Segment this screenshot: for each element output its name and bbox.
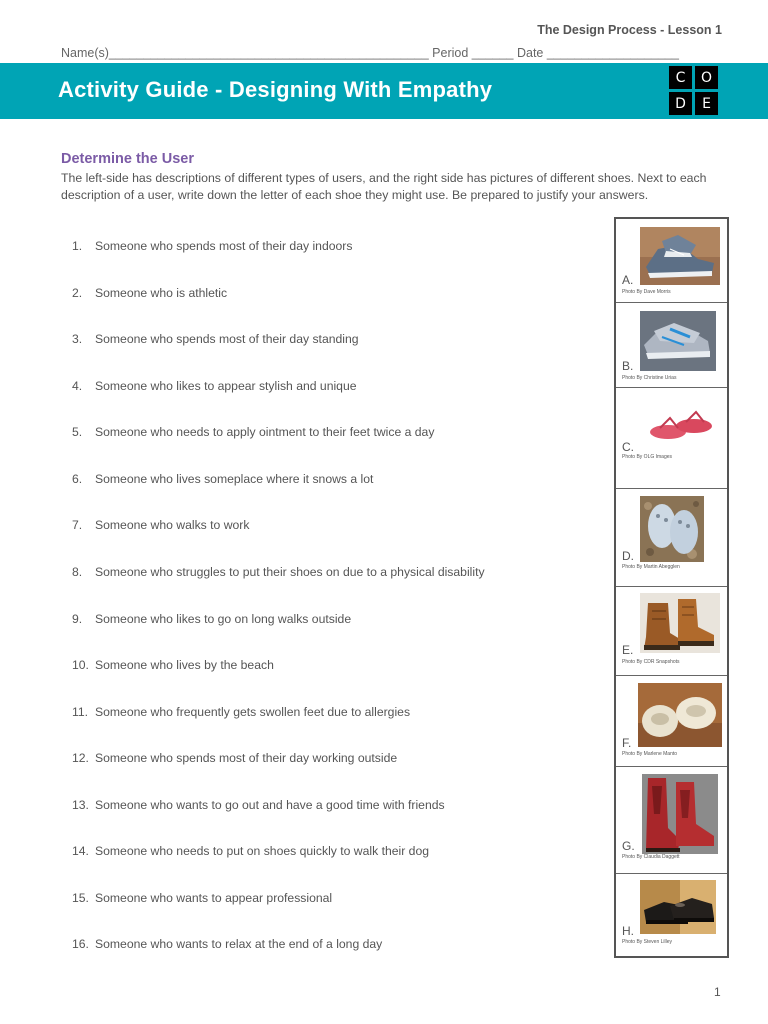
work-boot-photo-icon xyxy=(640,593,720,653)
question-item xyxy=(72,425,434,439)
question-item xyxy=(72,565,485,579)
shoe-option xyxy=(616,767,727,874)
question-number: 3. xyxy=(72,332,83,346)
page-number: 1 xyxy=(714,985,721,999)
shoe-option xyxy=(616,489,727,587)
question-text: Someone who wants to go out and have a good time with friends xyxy=(95,798,445,812)
question-text: Someone who frequently gets swollen feet due to allergies xyxy=(95,705,411,719)
question-text: Someone who spends most of their day indoors xyxy=(95,239,353,253)
question-number: 9. xyxy=(72,612,83,626)
photo-credit: Photo By Dave Morris xyxy=(622,289,671,295)
question-item xyxy=(72,891,332,905)
section-intro: The left-side has descriptions of different types of users, and the right side has pictures of different shoes. Next to each description of a user, write down the letter of each shoe they might use. Be prepared to justify your answers. xyxy=(61,171,707,202)
question-item xyxy=(72,751,397,765)
question-item xyxy=(72,612,351,626)
question-text: Someone who likes to appear stylish and unique xyxy=(95,379,357,393)
question-text: Someone who spends most of their day working outside xyxy=(95,751,398,765)
question-text: Someone who needs to apply ointment to their feet twice a day xyxy=(95,425,435,439)
photo-credit: Photo By Martin Abegglen xyxy=(622,564,680,570)
question-number: 13. xyxy=(72,798,89,812)
question-number: 1. xyxy=(72,239,83,253)
title-banner xyxy=(0,63,768,119)
photo-credit: Photo By CDR Snapshots xyxy=(622,659,680,665)
clog-photo-icon xyxy=(640,496,704,562)
question-text: Someone who is athletic xyxy=(95,286,228,300)
photo-credit: Photo By Marlene Manto xyxy=(622,751,678,757)
question-text: Someone who walks to work xyxy=(95,518,250,532)
question-item xyxy=(72,937,382,951)
question-number: 2. xyxy=(72,286,83,300)
name-period-date-line: Name(s)______________________________________________ Period ______ Date ___________________ xyxy=(61,46,679,60)
logo-letter: C xyxy=(669,66,692,89)
question-text: Someone who wants to relax at the end of a long day xyxy=(95,937,383,951)
question-number: 8. xyxy=(72,565,83,579)
logo-letter: E xyxy=(695,92,718,115)
shoe-options-panel xyxy=(614,217,729,958)
question-number: 12. xyxy=(72,751,89,765)
question-number: 7. xyxy=(72,518,83,532)
shoe-letter: H. xyxy=(622,924,634,938)
photo-credit: Photo By Steven Lilley xyxy=(622,939,673,945)
code-logo xyxy=(669,66,719,116)
question-number: 10. xyxy=(72,658,89,672)
page-title: Activity Guide - Designing With Empathy xyxy=(58,77,493,102)
running-shoe-photo-icon xyxy=(640,311,716,371)
shoe-option xyxy=(616,219,727,303)
question-text: Someone who lives someplace where it snows a lot xyxy=(95,472,374,486)
question-number: 6. xyxy=(72,472,83,486)
sneaker-photo-icon xyxy=(640,227,720,285)
question-text: Someone who lives by the beach xyxy=(95,658,274,672)
shoe-letter: B. xyxy=(622,359,634,373)
question-item xyxy=(72,798,445,812)
question-number: 15. xyxy=(72,891,89,905)
slipper-photo-icon xyxy=(638,683,722,747)
dress-shoe-photo-icon xyxy=(640,880,716,934)
question-item xyxy=(72,658,274,672)
question-item xyxy=(72,705,410,719)
question-item xyxy=(72,518,249,532)
shoe-letter: F. xyxy=(622,736,632,750)
question-text: Someone who struggles to put their shoes on due to a physical disability xyxy=(95,565,485,579)
photo-credit: Photo By Claudia Daggett xyxy=(622,854,680,860)
question-item xyxy=(72,472,373,486)
shoe-option xyxy=(616,676,727,767)
shoe-option xyxy=(616,874,727,956)
question-number: 14. xyxy=(72,844,89,858)
cowboy-boot-photo-icon xyxy=(642,774,718,854)
question-item xyxy=(72,844,429,858)
question-item xyxy=(72,379,357,393)
question-number: 4. xyxy=(72,379,83,393)
question-text: Someone who wants to appear professional xyxy=(95,891,333,905)
shoe-option xyxy=(616,388,727,489)
shoe-option xyxy=(616,303,727,388)
question-number: 16. xyxy=(72,937,89,951)
question-text: Someone who likes to go on long walks outside xyxy=(95,612,352,626)
shoe-letter: C. xyxy=(622,440,634,454)
logo-letter: O xyxy=(695,66,718,89)
photo-credit: Photo By Christine Urias xyxy=(622,375,677,381)
shoe-letter: D. xyxy=(622,549,634,563)
question-item xyxy=(72,286,227,300)
logo-letter: D xyxy=(669,92,692,115)
question-text: Someone who spends most of their day standing xyxy=(95,332,359,346)
question-text: Someone who needs to put on shoes quickly to walk their dog xyxy=(95,844,430,858)
question-item xyxy=(72,239,352,253)
shoe-letter: E. xyxy=(622,643,634,657)
question-number: 11. xyxy=(72,705,89,719)
section-title: Determine the User xyxy=(61,151,194,167)
question-number: 5. xyxy=(72,425,83,439)
shoe-letter: A. xyxy=(622,273,634,287)
flip-flop-photo-icon xyxy=(646,406,716,448)
lesson-label: The Design Process - Lesson 1 xyxy=(537,23,722,37)
question-item xyxy=(72,332,359,346)
shoe-letter: G. xyxy=(622,839,635,853)
photo-credit: Photo By OLG Images xyxy=(622,454,673,460)
shoe-option xyxy=(616,587,727,676)
